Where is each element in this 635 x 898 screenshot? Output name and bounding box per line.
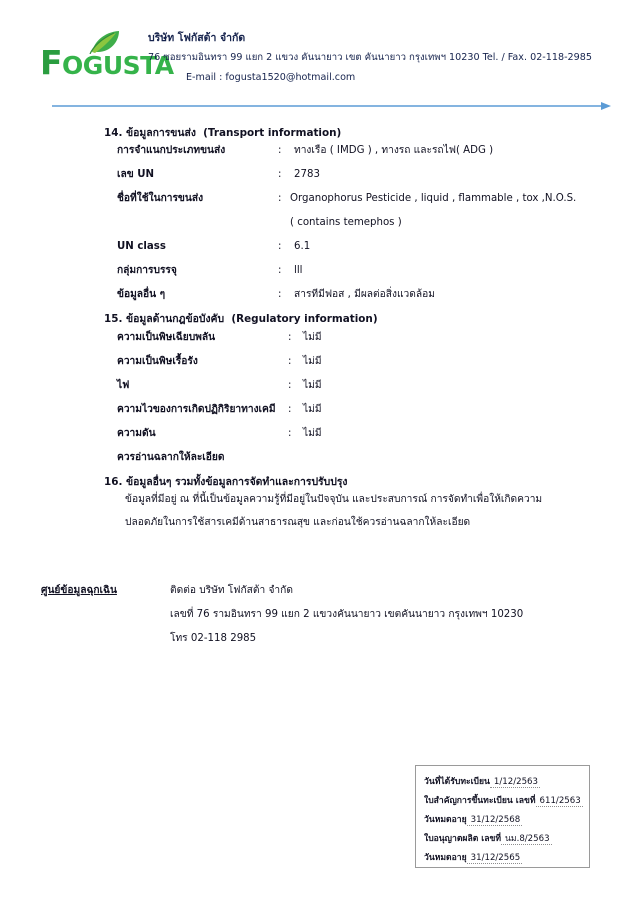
stamp-value: 31/12/2568 [467,815,523,826]
stamp-value: นม.8/2563 [501,834,552,845]
stamp-registration-date [424,774,540,788]
field-colon: : [278,289,282,301]
logo-initial: F [40,43,63,82]
section-15-heading-th: 15. ข้อมูลด้านกฎข้อบังคับ [104,313,225,326]
field-label: ไฟ [117,379,130,391]
letterhead [0,0,635,100]
field-un-class [104,242,635,266]
field-chronic-toxicity [104,357,635,381]
field-value: ไม่มี [303,427,322,439]
stamp-label: ใบอนุญาตผลิต เลขที่ [424,834,502,844]
field-colon: : [288,331,292,343]
field-colon: : [288,403,292,415]
section-15-heading-en: (Regulatory information) [231,313,378,326]
field-value: ( contains temephos ) [290,217,402,229]
section-15-heading [104,314,635,324]
field-transport-classification [104,146,635,170]
section-14-heading [104,128,635,138]
stamp-license-expiry [424,850,522,864]
field-proper-shipping-name [104,194,635,218]
field-un-number [104,170,635,194]
section-16-heading: 16. ข้อมูลอื่นๆ รวมทั้งข้อมูลการจัดทำและการปรับปรุง [104,475,348,488]
field-label: ความเป็นพิษเรื้อรัง [117,355,198,367]
company-address: 76 ซอยรามอินทรา 99 แยก 2 แขวง คันนายาว เขต คันนายาว กรุงเทพฯ 10230 Tel. / Fax. 02-118-2985 [148,52,592,64]
field-label: UN class [117,241,166,253]
company-logo [40,30,174,82]
stamp-label: วันที่ได้รับทะเบียน [424,777,490,787]
field-label: ชื่อที่ใช้ในการขนส่ง [117,193,204,205]
field-label: เลข UN [117,169,155,181]
field-colon: : [288,379,292,391]
field-label: ความเป็นพิษเฉียบพลัน [117,331,216,343]
section-16-body-line-2: ปลอดภัยในการใช้สารเคมีด้านสาธารณสุข และก่อนใช้ควรอ่านฉลากให้ละเอียด [125,517,471,529]
header-divider-arrow [52,100,612,112]
stamp-value: 611/2563 [536,796,583,807]
field-pressure [104,429,635,453]
document-body [0,128,635,541]
field-value: Organophorus Pesticide , liquid , flammable , tox ,N.O.S. [290,193,577,205]
field-value: ไม่มี [303,331,322,343]
field-value: ไม่มี [303,379,322,391]
emergency-contact-phone: โทร 02-118 2985 [170,633,257,644]
field-colon: : [278,145,282,157]
field-colon: : [278,193,282,205]
field-packing-group [104,266,635,290]
registration-stamp-box [415,765,590,868]
field-value: ทางเรือ ( IMDG ) , ทางรถ และรถไฟ( ADG ) [294,145,494,157]
stamp-label: วันหมดอายุ [424,853,467,863]
company-name: บริษัท โฟกัสต้า จำกัด [148,32,246,44]
stamp-label: วันหมดอายุ [424,815,467,825]
emergency-contact-title: ศูนย์ข้อมูลฉุกเฉิน [41,585,117,596]
section-14-heading-en: (Transport information) [203,127,342,139]
field-other-transport-info [104,290,635,314]
logo-rest: OGUSTA [62,51,174,80]
field-acute-toxicity [104,333,635,357]
field-label: กลุ่มการบรรจุ [117,265,177,277]
company-email: E-mail : fogusta1520@hotmail.com [186,72,356,84]
field-proper-shipping-name-continued [104,218,635,242]
field-chemical-reactivity [104,405,635,429]
emergency-contact-company: ติดต่อ บริษัท โฟกัสต้า จำกัด [170,585,293,596]
section-15-note: ควรอ่านฉลากให้ละเอียด [117,451,225,463]
field-label: ข้อมูลอื่น ๆ [117,289,166,301]
stamp-certificate-number [424,793,583,807]
emergency-contact-address: เลขที่ 76 รามอินทรา 99 แยก 2 แขวงคันนายาว เขตคันนายาว กรุงเทพฯ 10230 [170,609,524,620]
stamp-value: 1/12/2563 [490,777,540,788]
field-value: ไม่มี [303,355,322,367]
company-contact-block [148,31,618,86]
field-value: lll [294,265,303,277]
field-value: สารทีมีฟอส , มีผลต่อสิ่งแวดล้อม [294,289,435,301]
field-value: 2783 [294,169,320,181]
field-fire [104,381,635,405]
field-colon: : [278,169,282,181]
field-colon: : [278,241,282,253]
field-colon: : [288,427,292,439]
stamp-value: 31/12/2565 [467,853,523,864]
field-label: ความไวของการเกิดปฏิกิริยาทางเคมี [117,403,276,415]
field-value: 6.1 [294,241,311,253]
field-colon: : [288,355,292,367]
section-16-body-line-1: ข้อมูลที่มีอยู่ ณ ที่นี้เป็นข้อมูลความรู้ที่มีอยู่ในปัจจุบัน และประสบการณ์ การจัดทำเพื่อให้เกิดความ [125,494,543,506]
field-label: การจำแนกประเภทขนส่ง [117,145,226,157]
field-colon: : [278,265,282,277]
section-14-heading-th: 14. ข้อมูลการขนส่ง [104,127,196,139]
field-label: ความดัน [117,427,156,439]
field-value: ไม่มี [303,403,322,415]
stamp-label: ใบสำคัญการขึ้นทะเบียน เลขที่ [424,796,536,806]
stamp-certificate-expiry [424,812,522,826]
stamp-manufacturing-license-number [424,831,552,845]
